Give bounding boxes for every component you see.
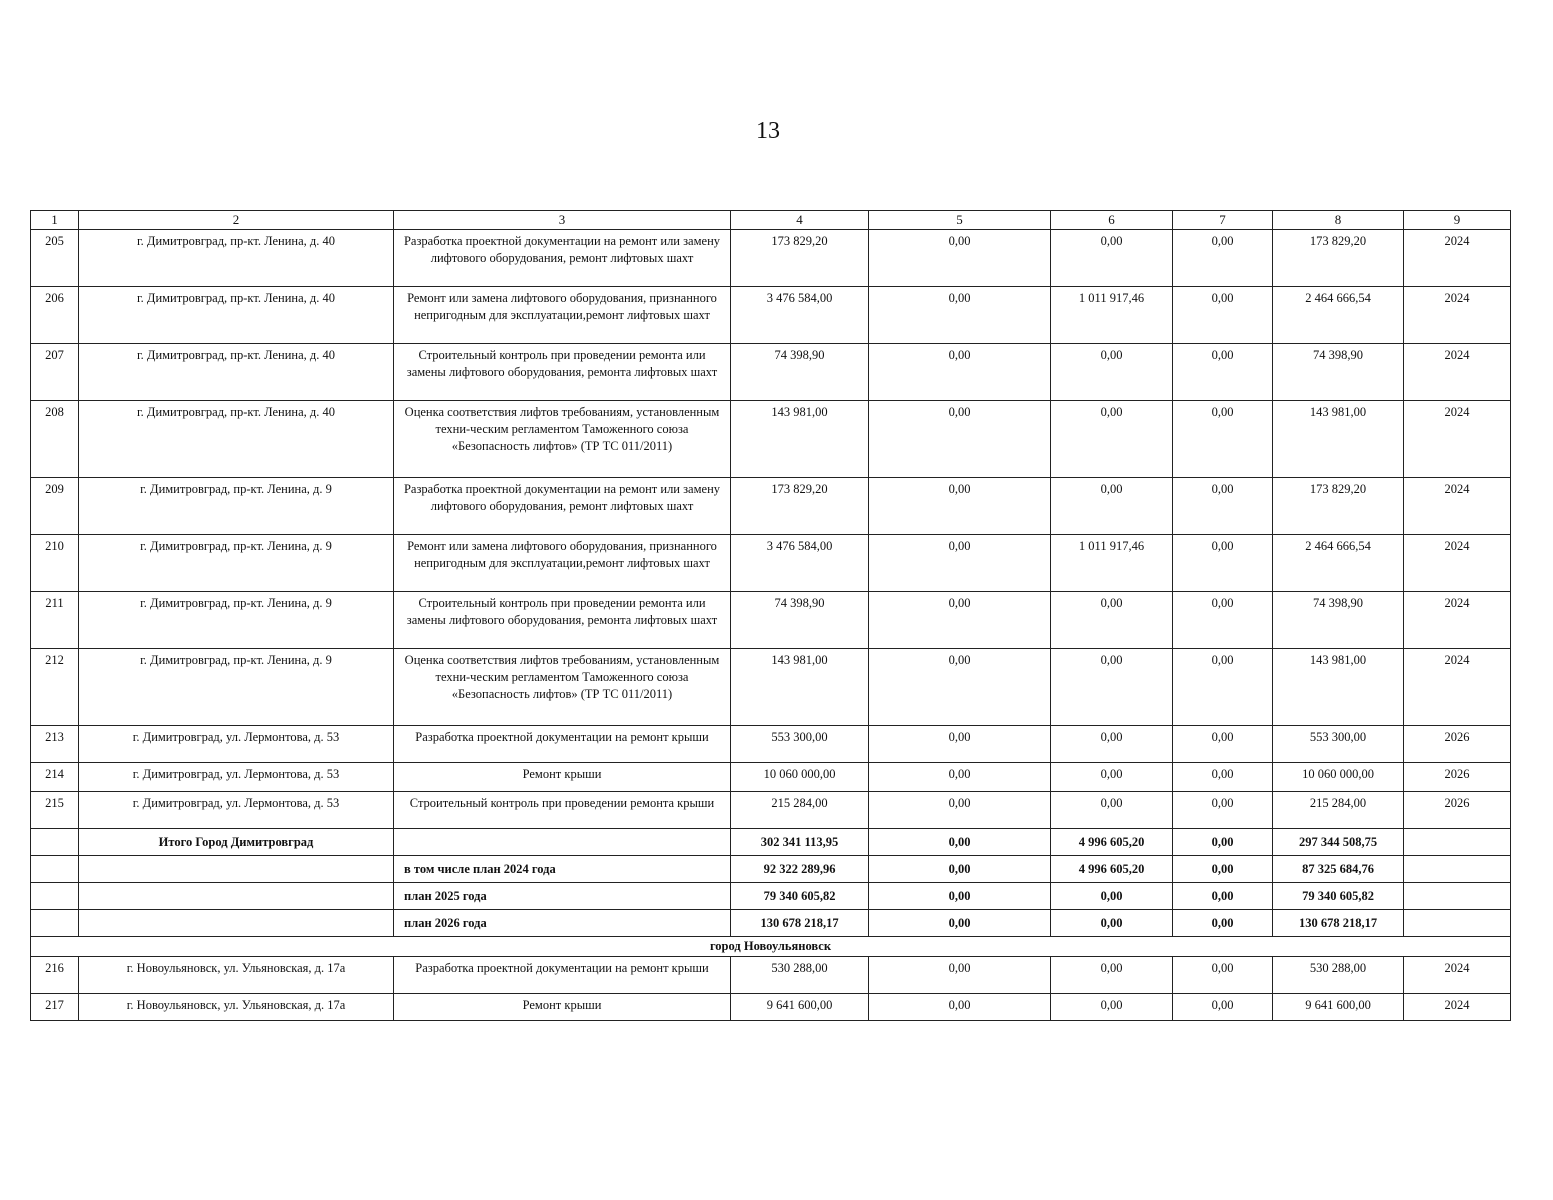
- table-row: [31, 401, 1511, 478]
- work-type-cell: Строительный контроль при проведении ремонта крыши: [394, 792, 731, 829]
- col5-cell: 0,00: [869, 994, 1051, 1021]
- address-cell: г. Димитровград, пр-кт. Ленина, д. 9: [79, 535, 394, 592]
- col5-cell: 0,00: [869, 401, 1051, 478]
- table-row: [31, 649, 1511, 726]
- total-col4: 130 678 218,17: [731, 910, 869, 937]
- empty-cell: [1404, 856, 1511, 883]
- row-number: 217: [31, 994, 79, 1021]
- table-row: [31, 763, 1511, 792]
- section-title: город Новоульяновск: [31, 937, 1511, 957]
- col6-cell: 0,00: [1051, 649, 1173, 726]
- col6-cell: 0,00: [1051, 763, 1173, 792]
- table-row: [31, 478, 1511, 535]
- address-cell: г. Димитровград, пр-кт. Ленина, д. 9: [79, 649, 394, 726]
- work-type-cell: Строительный контроль при проведении ремонта или замены лифтового оборудования, ремонта лифтовых шахт: [394, 592, 731, 649]
- address-cell: г. Димитровград, пр-кт. Ленина, д. 9: [79, 478, 394, 535]
- col7-cell: 0,00: [1173, 792, 1273, 829]
- col8-cell: 74 398,90: [1273, 592, 1404, 649]
- work-type-cell: Разработка проектной документации на ремонт крыши: [394, 957, 731, 994]
- header-cell: 4: [731, 211, 869, 230]
- address-cell: г. Димитровград, ул. Лермонтова, д. 53: [79, 763, 394, 792]
- col8-cell: 215 284,00: [1273, 792, 1404, 829]
- col8-cell: 74 398,90: [1273, 344, 1404, 401]
- col6-cell: 0,00: [1051, 401, 1173, 478]
- col6-cell: 0,00: [1051, 592, 1173, 649]
- header-cell: 5: [869, 211, 1051, 230]
- col8-cell: 2 464 666,54: [1273, 535, 1404, 592]
- work-type-cell: Оценка соответствия лифтов требованиям, установленным техни-ческим регламентом Таможенного союза «Безопасность лифтов» (ТР ТС 011/2011): [394, 649, 731, 726]
- col8-cell: 173 829,20: [1273, 230, 1404, 287]
- table-row: [31, 726, 1511, 763]
- col6-cell: 0,00: [1051, 957, 1173, 994]
- year-cell: 2024: [1404, 649, 1511, 726]
- header-cell: 3: [394, 211, 731, 230]
- year-cell: 2026: [1404, 726, 1511, 763]
- col8-cell: 173 829,20: [1273, 478, 1404, 535]
- work-type-cell: Строительный контроль при проведении ремонта или замены лифтового оборудования, ремонта лифтовых шахт: [394, 344, 731, 401]
- total-col7: 0,00: [1173, 856, 1273, 883]
- col6-cell: 0,00: [1051, 726, 1173, 763]
- header-cell: 6: [1051, 211, 1173, 230]
- table-row: [31, 344, 1511, 401]
- col7-cell: 0,00: [1173, 957, 1273, 994]
- table-row: [31, 994, 1511, 1021]
- address-cell: г. Димитровград, пр-кт. Ленина, д. 40: [79, 287, 394, 344]
- year-cell: 2026: [1404, 792, 1511, 829]
- empty-cell: [79, 856, 394, 883]
- total-cost-cell: 10 060 000,00: [731, 763, 869, 792]
- col7-cell: 0,00: [1173, 478, 1273, 535]
- total-label: план 2026 года: [394, 910, 731, 937]
- col7-cell: 0,00: [1173, 230, 1273, 287]
- header-cell: 9: [1404, 211, 1511, 230]
- total-cost-cell: 143 981,00: [731, 649, 869, 726]
- total-row: [31, 856, 1511, 883]
- col6-cell: 0,00: [1051, 344, 1173, 401]
- empty-cell: [31, 856, 79, 883]
- total-col7: 0,00: [1173, 883, 1273, 910]
- total-col5: 0,00: [869, 856, 1051, 883]
- col5-cell: 0,00: [869, 763, 1051, 792]
- col7-cell: 0,00: [1173, 287, 1273, 344]
- total-cost-cell: 553 300,00: [731, 726, 869, 763]
- work-type-cell: Ремонт крыши: [394, 994, 731, 1021]
- row-number: 205: [31, 230, 79, 287]
- total-col5: 0,00: [869, 883, 1051, 910]
- table-row: [31, 592, 1511, 649]
- total-cost-cell: 173 829,20: [731, 230, 869, 287]
- header-cell: 7: [1173, 211, 1273, 230]
- header-cell: 8: [1273, 211, 1404, 230]
- col5-cell: 0,00: [869, 726, 1051, 763]
- total-cost-cell: 530 288,00: [731, 957, 869, 994]
- col8-cell: 10 060 000,00: [1273, 763, 1404, 792]
- col5-cell: 0,00: [869, 792, 1051, 829]
- year-cell: 2024: [1404, 478, 1511, 535]
- year-cell: 2024: [1404, 994, 1511, 1021]
- year-cell: 2024: [1404, 401, 1511, 478]
- col6-cell: 0,00: [1051, 994, 1173, 1021]
- total-col6: 0,00: [1051, 910, 1173, 937]
- row-number: 211: [31, 592, 79, 649]
- total-row: [31, 910, 1511, 937]
- col6-cell: 0,00: [1051, 230, 1173, 287]
- col8-cell: 553 300,00: [1273, 726, 1404, 763]
- col5-cell: 0,00: [869, 230, 1051, 287]
- total-col8: 297 344 508,75: [1273, 829, 1404, 856]
- empty-cell: [79, 910, 394, 937]
- col6-cell: 0,00: [1051, 478, 1173, 535]
- total-col6: 4 996 605,20: [1051, 829, 1173, 856]
- empty-cell: [1404, 910, 1511, 937]
- row-number: 210: [31, 535, 79, 592]
- address-cell: г. Димитровград, пр-кт. Ленина, д. 40: [79, 230, 394, 287]
- header-cell: 1: [31, 211, 79, 230]
- col7-cell: 0,00: [1173, 592, 1273, 649]
- col6-cell: 1 011 917,46: [1051, 287, 1173, 344]
- col7-cell: 0,00: [1173, 763, 1273, 792]
- address-cell: г. Новоульяновск, ул. Ульяновская, д. 17а: [79, 994, 394, 1021]
- address-cell: г. Димитровград, ул. Лермонтова, д. 53: [79, 726, 394, 763]
- year-cell: 2024: [1404, 535, 1511, 592]
- col7-cell: 0,00: [1173, 344, 1273, 401]
- col8-cell: 530 288,00: [1273, 957, 1404, 994]
- total-label: Итого Город Димитровград: [79, 829, 394, 856]
- year-cell: 2024: [1404, 957, 1511, 994]
- col8-cell: 143 981,00: [1273, 401, 1404, 478]
- table-row: [31, 230, 1511, 287]
- year-cell: 2024: [1404, 230, 1511, 287]
- header-cell: 2: [79, 211, 394, 230]
- total-col4: 92 322 289,96: [731, 856, 869, 883]
- total-col8: 130 678 218,17: [1273, 910, 1404, 937]
- row-number: 208: [31, 401, 79, 478]
- col8-cell: 2 464 666,54: [1273, 287, 1404, 344]
- col5-cell: 0,00: [869, 535, 1051, 592]
- total-label: в том числе план 2024 года: [394, 856, 731, 883]
- row-number: 216: [31, 957, 79, 994]
- table-row: [31, 535, 1511, 592]
- total-cost-cell: 173 829,20: [731, 478, 869, 535]
- total-cost-cell: 9 641 600,00: [731, 994, 869, 1021]
- address-cell: г. Димитровград, ул. Лермонтова, д. 53: [79, 792, 394, 829]
- row-number: 213: [31, 726, 79, 763]
- empty-cell: [1404, 883, 1511, 910]
- total-col5: 0,00: [869, 829, 1051, 856]
- year-cell: 2024: [1404, 287, 1511, 344]
- empty-cell: [31, 910, 79, 937]
- col6-cell: 1 011 917,46: [1051, 535, 1173, 592]
- empty-cell: [79, 883, 394, 910]
- empty-cell: [31, 883, 79, 910]
- col7-cell: 0,00: [1173, 401, 1273, 478]
- row-number: 214: [31, 763, 79, 792]
- col7-cell: 0,00: [1173, 994, 1273, 1021]
- total-cost-cell: 74 398,90: [731, 592, 869, 649]
- total-cost-cell: 3 476 584,00: [731, 535, 869, 592]
- section-row: [31, 937, 1511, 957]
- col5-cell: 0,00: [869, 287, 1051, 344]
- col5-cell: 0,00: [869, 957, 1051, 994]
- col5-cell: 0,00: [869, 344, 1051, 401]
- address-cell: г. Димитровград, пр-кт. Ленина, д. 40: [79, 401, 394, 478]
- table-row: [31, 792, 1511, 829]
- total-cost-cell: 215 284,00: [731, 792, 869, 829]
- row-number: 215: [31, 792, 79, 829]
- table-row: [31, 957, 1511, 994]
- total-cost-cell: 74 398,90: [731, 344, 869, 401]
- col6-cell: 0,00: [1051, 792, 1173, 829]
- row-number: 207: [31, 344, 79, 401]
- empty-cell: [31, 829, 79, 856]
- total-col8: 87 325 684,76: [1273, 856, 1404, 883]
- address-cell: г. Димитровград, пр-кт. Ленина, д. 9: [79, 592, 394, 649]
- table-row: [31, 287, 1511, 344]
- empty-cell: [1404, 829, 1511, 856]
- empty-cell: [394, 829, 731, 856]
- page-number: 13: [756, 118, 780, 144]
- work-type-cell: Разработка проектной документации на ремонт крыши: [394, 726, 731, 763]
- total-label: план 2025 года: [394, 883, 731, 910]
- total-col7: 0,00: [1173, 829, 1273, 856]
- header-row: [31, 211, 1511, 230]
- work-type-cell: Оценка соответствия лифтов требованиям, установленным техни-ческим регламентом Таможенного союза «Безопасность лифтов» (ТР ТС 011/2011): [394, 401, 731, 478]
- row-number: 209: [31, 478, 79, 535]
- total-col8: 79 340 605,82: [1273, 883, 1404, 910]
- year-cell: 2024: [1404, 592, 1511, 649]
- year-cell: 2024: [1404, 344, 1511, 401]
- col7-cell: 0,00: [1173, 535, 1273, 592]
- row-number: 206: [31, 287, 79, 344]
- work-type-cell: Ремонт или замена лифтового оборудования, признанного непригодным для эксплуатации,ремонт лифтовых шахт: [394, 287, 731, 344]
- work-type-cell: Разработка проектной документации на ремонт или замену лифтового оборудования, ремонт лифтовых шахт: [394, 478, 731, 535]
- col8-cell: 143 981,00: [1273, 649, 1404, 726]
- works-table: [30, 210, 1511, 1021]
- col5-cell: 0,00: [869, 478, 1051, 535]
- year-cell: 2026: [1404, 763, 1511, 792]
- work-type-cell: Ремонт крыши: [394, 763, 731, 792]
- total-col7: 0,00: [1173, 910, 1273, 937]
- total-col6: 4 996 605,20: [1051, 856, 1173, 883]
- work-type-cell: Ремонт или замена лифтового оборудования, признанного непригодным для эксплуатации,ремонт лифтовых шахт: [394, 535, 731, 592]
- col7-cell: 0,00: [1173, 649, 1273, 726]
- total-cost-cell: 3 476 584,00: [731, 287, 869, 344]
- total-cost-cell: 143 981,00: [731, 401, 869, 478]
- total-col5: 0,00: [869, 910, 1051, 937]
- row-number: 212: [31, 649, 79, 726]
- col7-cell: 0,00: [1173, 726, 1273, 763]
- total-row: [31, 883, 1511, 910]
- col5-cell: 0,00: [869, 592, 1051, 649]
- total-col4: 79 340 605,82: [731, 883, 869, 910]
- col5-cell: 0,00: [869, 649, 1051, 726]
- total-col4: 302 341 113,95: [731, 829, 869, 856]
- address-cell: г. Димитровград, пр-кт. Ленина, д. 40: [79, 344, 394, 401]
- col8-cell: 9 641 600,00: [1273, 994, 1404, 1021]
- total-row: [31, 829, 1511, 856]
- address-cell: г. Новоульяновск, ул. Ульяновская, д. 17а: [79, 957, 394, 994]
- total-col6: 0,00: [1051, 883, 1173, 910]
- work-type-cell: Разработка проектной документации на ремонт или замену лифтового оборудования, ремонт лифтовых шахт: [394, 230, 731, 287]
